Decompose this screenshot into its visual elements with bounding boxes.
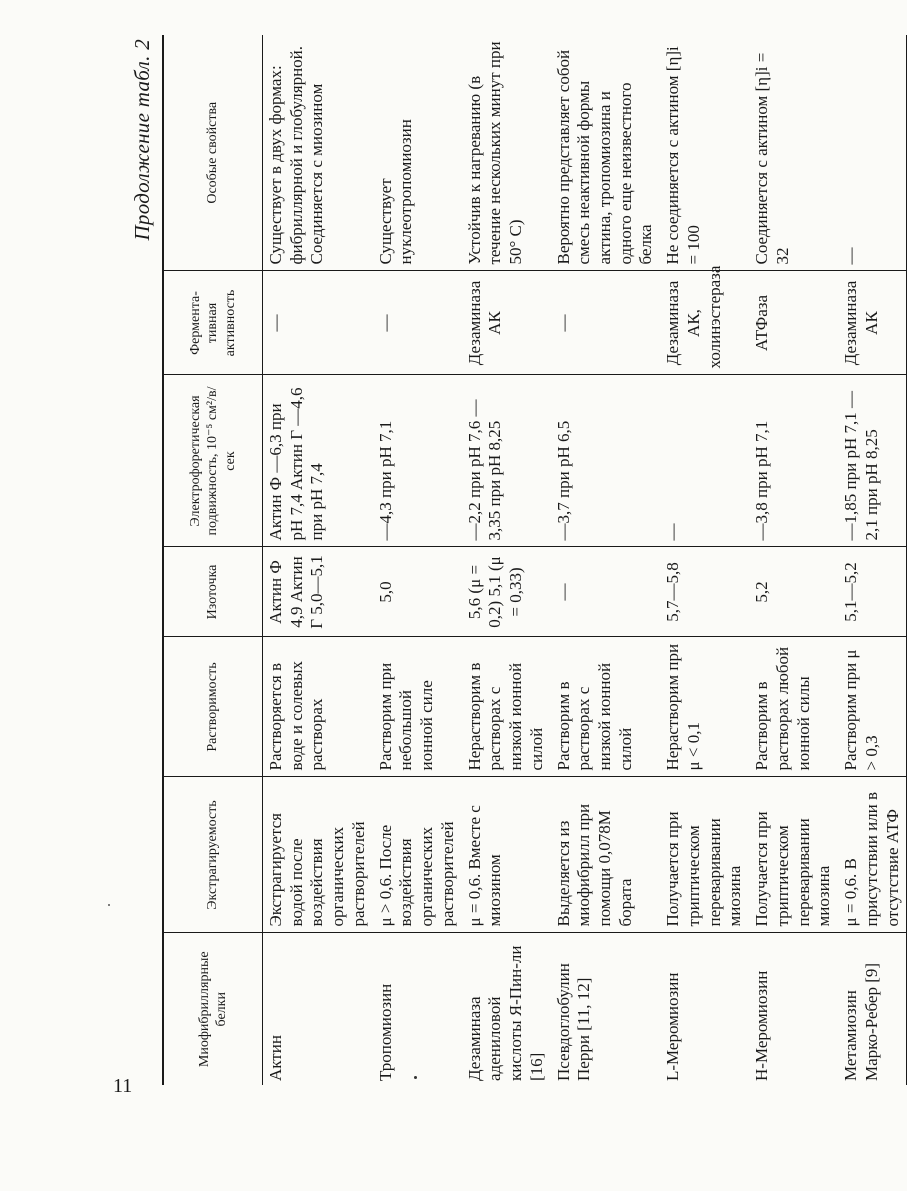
cell-properties: Соединяется с актином [η]i = 32 — [749, 35, 838, 271]
cell-extraction: μ = 0,6. Вместе с миозином — [462, 777, 551, 933]
cell-enzymatic: — — [551, 271, 661, 375]
cell-solubility: Растворим при небольшой ионной силе — [373, 637, 462, 777]
proteins-table — [162, 35, 907, 1085]
table-row — [749, 35, 838, 1085]
table-row — [838, 35, 907, 1085]
cell-extraction: Получается при триптическом переваривании миозина — [660, 777, 749, 933]
cell-properties: Существует нуклеотропомиозин — [373, 35, 462, 271]
header-properties: Особые свойства — [163, 35, 263, 271]
table-row — [263, 35, 373, 1085]
cell-protein: Псевдоглобулин Перри [11, 12] — [553, 963, 594, 1081]
cell-protein: Метамиозин Марко-Ребер [9] — [838, 933, 907, 1085]
header-mobility: Электрофоретическая подвижность, 10⁻⁵ см²/в/сек — [163, 375, 263, 547]
cell-extraction: Получается при триптическом переваривании миозина — [749, 777, 838, 933]
print-speck — [414, 1076, 417, 1079]
cell-properties: Существует в двух формах: фибриллярной и глобулярной. Соединяется с миозином — [263, 35, 373, 271]
cell-protein: Тропомиозин — [375, 983, 395, 1081]
table-body — [263, 35, 907, 1085]
cell-solubility: Растворим в растворах любой ионной силы — [749, 637, 838, 777]
cell-isopoint: 5,1—5,2 — [838, 547, 907, 637]
cell-enzymatic: — — [263, 271, 373, 375]
rotated-table-page — [128, 35, 902, 1085]
cell-isopoint: Актин Ф 4,9 Актин Г 5,0—5,1 — [263, 547, 373, 637]
cell-extraction: Выделяется из миофибрилл при помощи 0,078М бората — [551, 777, 661, 933]
cell-mobility: —2,2 при pH 7,6 —3,35 при pH 8,25 — [462, 375, 551, 547]
cell-isopoint: 5,2 — [749, 547, 838, 637]
cell-solubility: Растворяется в воде и солевых растворах — [263, 637, 373, 777]
table-row — [660, 35, 749, 1085]
cell-enzymatic: АТФаза — [749, 271, 838, 375]
table-header — [163, 35, 263, 1085]
cell-properties: Вероятно представляет собой смесь неактивной формы актина, тропомиозина и одного еще неизвестного белка — [551, 35, 661, 271]
header-solubility: Растворимость — [163, 637, 263, 777]
cell-solubility: Растворим при μ > 0,3 — [838, 637, 907, 777]
cell-isopoint: 5,0 — [373, 547, 462, 637]
cell-enzymatic: Дезаминаза АК — [838, 271, 907, 375]
cell-mobility: —1,85 при pH 7,1 —2,1 при pH 8,25 — [838, 375, 907, 547]
cell-extraction: μ > 0,6. После воздействия органических растворителей — [373, 777, 462, 933]
cell-mobility: —4,3 при pH 7,1 — [373, 375, 462, 547]
cell-isopoint: — — [551, 547, 661, 637]
cell-protein: Дезаминаза адениловой кислоты Я-Пин-ли [16] — [464, 945, 546, 1081]
header-enzymatic: Фермента-тивная активность — [163, 271, 263, 375]
cell-protein: L-Меромиозин — [663, 972, 683, 1081]
cell-isopoint: 5,7—5,8 — [660, 547, 749, 637]
cell-protein: Актин — [266, 1035, 285, 1081]
cell-protein: Н-Меромиозин — [752, 970, 772, 1081]
cell-enzymatic: — — [373, 271, 462, 375]
header-isopoint: Изоточка — [163, 547, 263, 637]
page-number: 11 — [113, 1075, 133, 1097]
cell-properties: Не соединяется с актином [η]i = 100 — [660, 35, 749, 271]
cell-mobility: —3,7 при pH 6,5 — [551, 375, 661, 547]
cell-extraction: Экстрагируется водой после воздействия органических растворителей — [263, 777, 373, 933]
cell-enzymatic: Дезаминаза АК — [462, 271, 551, 375]
cell-mobility: Актин Ф —6,3 при pH 7,4 Актин Г —4,6 при pH 7,4 — [263, 375, 373, 547]
cell-solubility: Растворим в растворах с низкой ионной силой — [551, 637, 661, 777]
cell-solubility: Нерастворим в растворах с низкой ионной силой — [462, 637, 551, 777]
cell-enzymatic: Дезаминаза АК, холинэстераза — [660, 271, 749, 375]
table-row — [462, 35, 551, 1085]
cell-properties: Устойчив к нагреванию (в течение нескольких минут при 50° С) — [462, 35, 551, 271]
table-row — [373, 35, 462, 1085]
table-row — [551, 35, 661, 1085]
table-caption: Продолжение табл. 2 — [130, 39, 154, 241]
cell-solubility: Нерастворим при μ < 0,1 — [660, 637, 749, 777]
header-extraction: Экстрагируемость — [163, 777, 263, 933]
print-speck — [108, 904, 110, 906]
cell-isopoint: 5,6 (μ = 0,2) 5,1 (μ = 0,33) — [462, 547, 551, 637]
cell-mobility: —3,8 при pH 7,1 — [749, 375, 838, 547]
cell-mobility: — — [660, 375, 749, 547]
cell-properties: — — [838, 35, 907, 271]
cell-extraction: μ = 0,6. В присутствии или в отсутствие АТФ — [838, 777, 907, 933]
header-protein: Миофибриллярные белки — [163, 933, 263, 1085]
